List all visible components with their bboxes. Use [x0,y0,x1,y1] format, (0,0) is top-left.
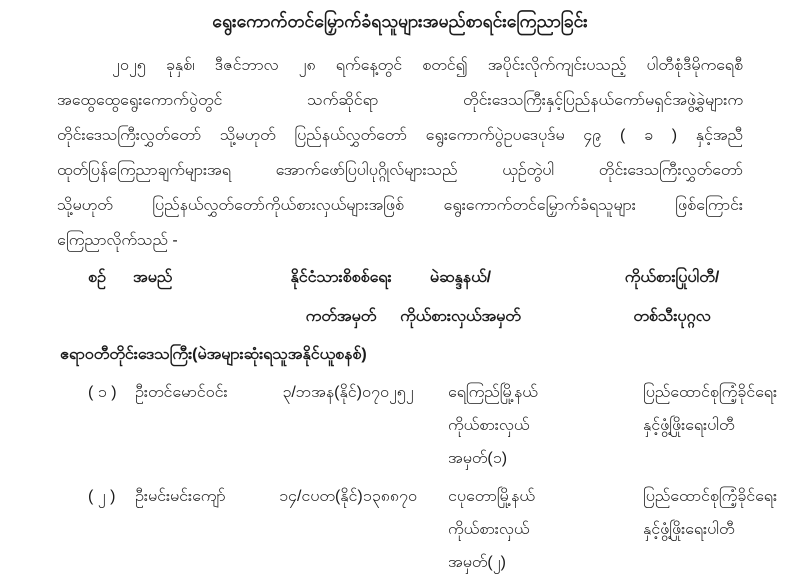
row-party-line2: နှင့်ဖွံ့ဖြိုးရေးပါတီ [643,521,735,538]
column-header-party-line2: တစ်သီးပုဂ္ဂလ [633,308,711,325]
section-heading-region: ဧရာဝတီတိုင်းဒေသကြီး(မဲအများဆုံးရသူအနိုင်ယူစနစ်) [60,346,367,363]
intro-paragraph [57,48,743,258]
column-header-name [133,258,172,297]
paragraph-line-6: ကြေညာလိုက်သည် - [57,232,178,249]
paragraph-line-1: ၂၀၂၅ ခုနှစ်၊ ဒီဇင်ဘာလ ၂၈ ရက်နေ့တွင် စတင်၍ အပိုင်းလိုက်ကျင်းပသည့် ပါတီစုံဒီမိုကရေစီ [112,57,743,74]
column-header-constituency-line2: ကိုယ်စားလှယ်အမှတ် [400,308,521,325]
row-constituency-line1: ငပုတောမြို့နယ် [448,488,535,505]
column-header-constituency [378,258,543,336]
row-party-line1: ပြည်ထောင်စုကြံ့ခိုင်ရေး [643,384,778,401]
paragraph-line-3: တိုင်းဒေသကြီးလွှတ်တော် သို့မဟုတ် ပြည်နယ်လွှတ်တော် ရွေးကောက်ပွဲဥပဒေပုဒ်မ ၄၉ ( ခ ) နှင့်အညီ [57,127,743,144]
row-nrc-number: ၃/ဘအန(နိုင်)၀၇၀၂၅၂ [282,384,414,401]
row-name: ဦးမင်းမင်းကျော် [135,488,226,505]
paragraph-line-2: အထွေထွေရွေးကောက်ပွဲတွင် သက်ဆိုင်ရာ တိုင်းဒေသကြီးနှင့်ပြည်နယ်ကော်မရှင်အဖွဲ့ခွဲများက [57,92,743,109]
column-header-nrc-line2: ကတ်အမှတ် [305,308,377,325]
row-constituency [442,376,637,475]
row-constituency [442,480,637,579]
row-name: ဦးတင်မောင်ဝင်း [135,384,228,401]
row-party-line2: နှင့်ဖွံ့ဖြိုးရေးပါတီ [643,417,735,434]
column-header-name-label: အမည် [133,269,173,286]
paragraph-line-4: ထုတ်ပြန်ကြေညာချက်များအရ အောက်ဖော်ပြပါပုဂ္ဂိုလ်များသည် ယှဉ်တွဲပါ တိုင်းဒေသကြီးလွှတ်တော် [57,162,743,179]
row-serial: ( ၁ ) [88,384,117,401]
column-header-serial-label: စဉ် [88,269,106,286]
row-party [637,376,777,442]
table-header [0,258,800,334]
row-party [637,480,777,546]
row-constituency-line3: အမှတ်(၁) [448,450,508,467]
column-header-serial [88,258,106,297]
row-constituency-line2: ကိုယ်စားလှယ် [448,417,530,434]
column-header-nrc-line1: နိုင်ငံသားစိစစ်ရေး [290,269,392,286]
paragraph-line-5: သို့မဟုတ် ပြည်နယ်လွှတ်တော်ကိုယ်စားလှယ်များအဖြစ် ရွေးကောက်တင်မြှောက်ခံရသူများ ဖြစ်ကြောင်း [57,197,743,214]
table-row [0,376,800,475]
row-serial: ( ၂ ) [88,488,116,505]
row-constituency-line3: အမှတ်(၂) [448,554,506,571]
column-header-constituency-line1: မဲဆန္ဒနယ်/ [429,269,492,286]
row-constituency-line1: ရေကြည်မြို့နယ် [448,384,538,401]
table-row [0,480,800,579]
document-title: ရွေးကောက်တင်မြှောက်ခံရသူများအမည်စာရင်းကြေညာခြင်း [212,11,588,31]
row-nrc-number: ၁၄/ငပတ(နိုင်)၁၃၈၈၇၀ [278,488,418,505]
column-header-party [590,258,754,336]
column-header-party-line1: ကိုယ်စားပြုပါတီ/ [624,269,720,286]
row-party-line1: ပြည်ထောင်စုကြံ့ခိုင်ရေး [643,488,778,505]
row-constituency-line2: ကိုယ်စားလှယ် [448,521,530,538]
